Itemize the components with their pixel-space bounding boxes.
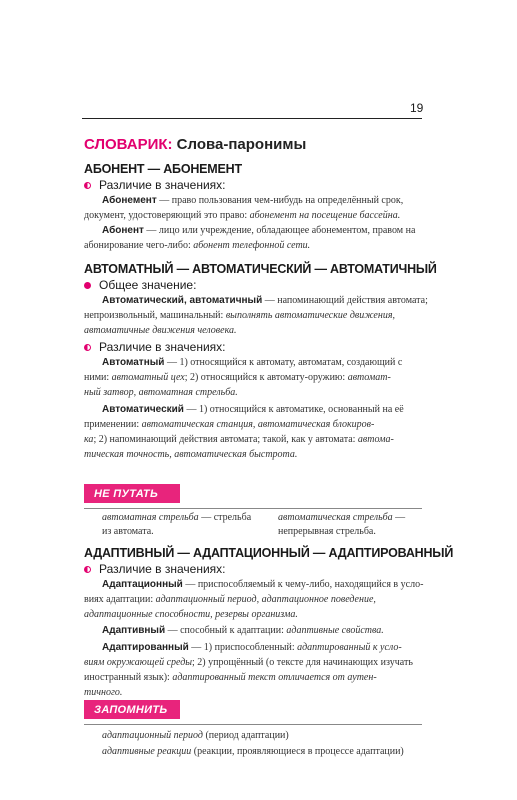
bullet-label: Общее значение:	[99, 278, 197, 292]
compare-left: автоматная стрельба — стрельба	[102, 512, 252, 523]
banner-do-not-confuse: НЕ ПУТАТЬ	[84, 484, 180, 503]
text-line: Адаптированный — 1) приспособленный: адаптированный к усло-	[102, 642, 402, 653]
text-line: Абонент — лицо или учреждение, обладающее абонементом, правом на	[102, 225, 416, 236]
text-line: ними: автоматный цех; 2) относящийся к автомату-оружию: автомат-	[84, 372, 391, 383]
divider	[84, 724, 422, 725]
compare-left-2: из автомата.	[102, 526, 154, 537]
text-line: документ, удостоверяющий это право: абонемент на посещение бассейна.	[84, 210, 401, 221]
text-line: абонирование чего-либо: абонент телефонной сети.	[84, 240, 311, 251]
page-number: 19	[410, 101, 424, 115]
compare-right: автоматическая стрельба —	[278, 512, 406, 523]
text-line: ка; 2) напоминающий действия автомата; такой, как у автомата: автома-	[84, 434, 394, 445]
text-line: Автоматический — 1) относящийся к автоматике, основанный на её	[102, 404, 404, 415]
text-line: иностранный язык): адаптированный текст отличается от аутен-	[84, 672, 377, 683]
header-rule	[82, 118, 422, 119]
bullet-label: Различие в значениях:	[99, 340, 226, 354]
title-keyword: СЛОВАРИК:	[84, 136, 173, 153]
remember-line: адаптивные реакции (реакции, проявляющиеся в процессе адаптации)	[102, 746, 404, 757]
bullet-difference	[84, 562, 226, 576]
section-heading-adapt: АДАПТИВНЫЙ — АДАПТАЦИОННЫЙ — АДАПТИРОВАННЫЙ	[84, 546, 454, 560]
circle-icon	[84, 282, 91, 289]
page-title	[84, 136, 306, 153]
compare-right-2: непрерывная стрельба.	[278, 526, 376, 537]
section-heading-avtomat: АВТОМАТНЫЙ — АВТОМАТИЧЕСКИЙ — АВТОМАТИЧНЫЙ	[84, 262, 437, 276]
remember-line: адаптационный период (период адаптации)	[102, 730, 289, 741]
half-circle-icon	[84, 182, 91, 189]
banner-remember: ЗАПОМНИТЬ	[84, 700, 180, 719]
text-line: Автоматный — 1) относящийся к автомату, автоматам, создающий с	[102, 357, 403, 368]
text-line: Автоматический, автоматичный — напоминающий действия автомата;	[102, 295, 428, 306]
bullet-common	[84, 278, 196, 292]
section-heading-abonent: АБОНЕНТ — АБОНЕМЕНТ	[84, 162, 242, 176]
text-line: виях адаптации: адаптационный период, адаптационное поведение,	[84, 594, 376, 605]
bullet-label: Различие в значениях:	[99, 562, 226, 576]
text-line: непроизвольный, машинальный: выполнять автоматические движения,	[84, 310, 395, 321]
text-line: виям окружающей среды; 2) упрощённый (о тексте для начинающих изучать	[84, 657, 413, 668]
text-line: тическая точность, автоматическая быстрота.	[84, 449, 298, 460]
text-line: Абонемент — право пользования чем-нибудь на определённый срок,	[102, 195, 404, 206]
title-text: Слова-паронимы	[172, 136, 307, 153]
bullet-label: Различие в значениях:	[99, 178, 226, 192]
bullet-difference	[84, 340, 226, 354]
text-line: тичного.	[84, 687, 123, 698]
text-line: адаптационные способности, резервы организма.	[84, 609, 298, 620]
divider	[84, 508, 422, 509]
text-line: ный затвор, автоматная стрельба.	[84, 387, 238, 398]
bullet-difference	[84, 178, 226, 192]
text-line: автоматичные движения человека.	[84, 325, 237, 336]
half-circle-icon	[84, 566, 91, 573]
text-line: Адаптивный — способный к адаптации: адаптивные свойства.	[102, 625, 384, 636]
half-circle-icon	[84, 344, 91, 351]
text-line: Адаптационный — приспособляемый к чему-либо, находящийся в усло-	[102, 579, 424, 590]
text-line: применении: автоматическая станция, автоматическая блокиров-	[84, 419, 375, 430]
